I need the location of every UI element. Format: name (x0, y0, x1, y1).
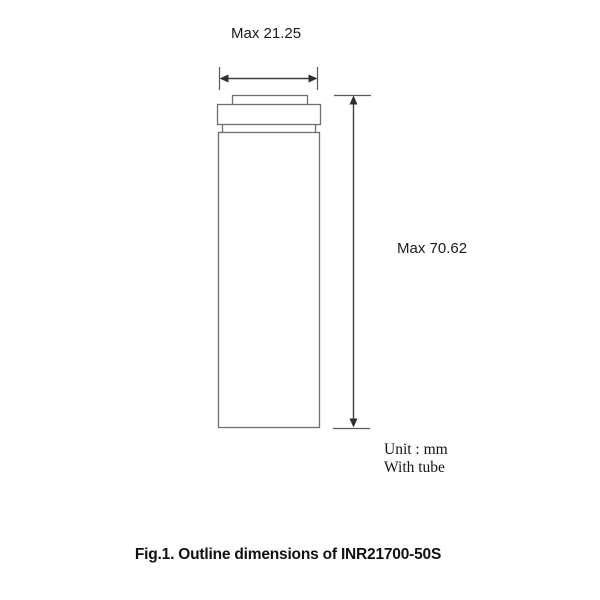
figure-caption: Fig.1. Outline dimensions of INR21700-50S (134, 546, 442, 563)
top-cap-outline (218, 105, 321, 125)
arrowhead-right-icon (309, 75, 318, 83)
height-dimension-label: Max 70.62 (397, 240, 468, 257)
arrowhead-up-icon (350, 96, 358, 105)
arrowhead-left-icon (220, 75, 229, 83)
button-terminal-outline (233, 96, 308, 105)
tube-note: With tube (384, 459, 445, 476)
diameter-dimension (220, 67, 318, 90)
unit-note: Unit : mm (384, 441, 448, 458)
diameter-dimension-label: Max 21.25 (231, 25, 302, 42)
crimp-groove-outline (223, 125, 316, 133)
battery-cell-outline (218, 96, 321, 428)
arrowhead-down-icon (350, 419, 358, 428)
height-dimension (333, 96, 371, 429)
can-body-outline (219, 133, 320, 428)
